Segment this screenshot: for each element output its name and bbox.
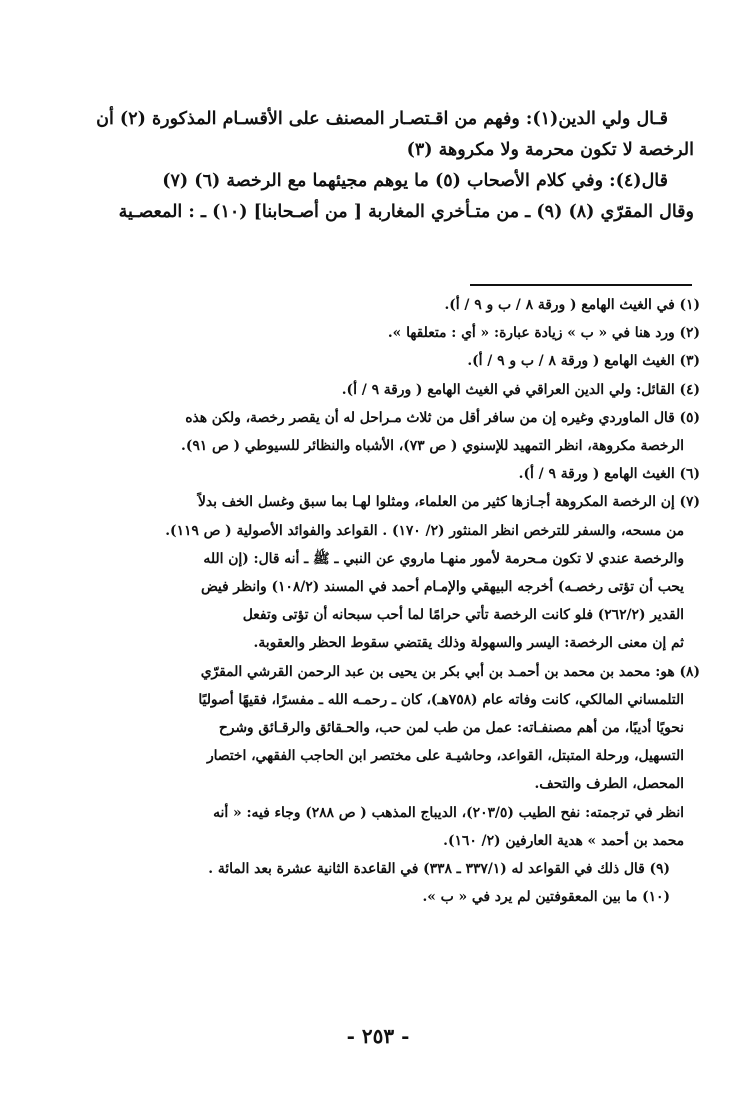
footnote-8-line-1: (٨) هو: محمد بن محمد بن أحمـد بن أبي بكر بن يحيى بن عبد الرحمن القرشي المقرّي bbox=[200, 663, 700, 680]
page-number: - ٢٥٣ - bbox=[346, 1024, 410, 1048]
footnote-8-line-4: التسهيل، ورحلة المتبتل، القواعد، وحاشيـة على مختصر ابن الحاجب الفقهي، اختصار bbox=[206, 748, 684, 765]
main-text bbox=[62, 104, 694, 228]
footnote-3: (٣) الغيث الهامع ( ورقة ٨ / ب و ٩ / أ). bbox=[467, 353, 700, 370]
footnote-7-line-2: من مسحه، والسفر للترخص انظر المنثور (٢/ ١٧٠) . القواعد والفوائد الأصولية ( ص ١١٩). bbox=[165, 522, 684, 539]
main-paragraph-2: قال(٤): وفي كلام الأصحاب (٥) ما يوهم مجيئهما مع الرخصة (٦) (٧) bbox=[162, 171, 668, 191]
footnote-8-line-5: المحصل، الطرف والتحف. bbox=[534, 776, 684, 793]
footnote-8-line-2: التلمساني المالكي، كانت وفاته عام (٧٥٨هـ)، كان ـ رحمـه الله ـ مفسرًا، فقيهًا أصوليًا bbox=[198, 691, 684, 708]
footnote-7-line-3: والرخصة عندي لا تكون مـحرمة لأمور منهـا ماروي عن النبي ـ ﷺ ـ أنه قال: (إن الله bbox=[203, 550, 684, 567]
main-paragraph-1-line-1: قـال ولي الدين(١): وفهم من اقـتصـار المصنف على الأقسـام المذكورة (٢) أن bbox=[96, 109, 668, 129]
main-paragraph-1-line-2: الرخصة لا تكون محرمة ولا مكروهة (٣) bbox=[406, 140, 694, 160]
footnote-7-line-6: ثم إن معنى الرخصة: اليسر والسهولة وذلك يقتضي سقوط الحظر والعقوبة. bbox=[253, 635, 684, 652]
footnote-8-line-3: نحويًا أديبًا، من أهم مصنفـاته: عمل من طب لمن حب، والحـقائق والرقـائق وشرح bbox=[218, 720, 684, 737]
footnote-7-line-5: القدير (٢٦٢/٢) فلو كانت الرخصة تأتي حرامًا لما أحب سبحانه أن تؤتى وتفعل bbox=[242, 607, 684, 624]
footnote-8-line-6: انظر في ترجمته: نفح الطيب (٢٠٣/٥)، الديباج المذهب ( ص ٢٨٨) وجاء فيه: « أنه bbox=[213, 804, 684, 821]
footnote-5-line-1: (٥) قال الماوردي وغيره إن من سافر أقل من ثلاث مـراحل له أن يقصر رخصة، ولكن هذه bbox=[185, 409, 700, 426]
footnote-2: (٢) ورد هنا في « ب » زيادة عبارة: « أي : متعلقها ». bbox=[387, 325, 700, 342]
footnote-7-line-4: يحب أن تؤتى رخصـه) أخرجه البيهقي والإمـام أحمد في المسند (١٠٨/٢) وانظر فيض bbox=[200, 579, 684, 596]
footnote-7-line-1: (٧) إن الرخصة المكروهة أجـازها كثير من العلماء، ومثلوا لهـا بما سبق وغسل الخف بدلاً bbox=[198, 494, 700, 511]
main-paragraph-3: وقال المقرّي (٨) (٩) ـ من متـأخري المغاربة [ من أصـحابنا] (١٠) ـ : المعصـية bbox=[118, 202, 694, 222]
footnote-9: (٩) قال ذلك في القواعد له (٣٣٧/١ ـ ٣٣٨) في القاعدة الثانية عشرة بعد المائة . bbox=[208, 861, 670, 878]
footnote-5-line-2: الرخصة مكروهة، انظر التمهيد للإسنوي ( ص ٧٣)، الأشباه والنظائر للسيوطي ( ص ٩١). bbox=[181, 438, 684, 455]
footnote-10: (١٠) ما بين المعقوفتين لم يرد في « ب ». bbox=[422, 889, 670, 906]
footnote-4: (٤) القائل: ولي الدين العراقي في الغيث الهامع ( ورقة ٩ / أ). bbox=[341, 381, 700, 398]
footnotes bbox=[56, 291, 700, 911]
footnote-8-line-7: محمد بن أحمد » هدية العارفين (٢/ ١٦٠). bbox=[443, 832, 684, 849]
footnote-1: (١) في الغيث الهامع ( ورقة ٨ / ب و ٩ / أ). bbox=[444, 297, 700, 313]
footnote-6: (٦) الغيث الهامع ( ورقة ٩ / أ). bbox=[518, 466, 700, 483]
footnote-separator bbox=[470, 284, 692, 286]
